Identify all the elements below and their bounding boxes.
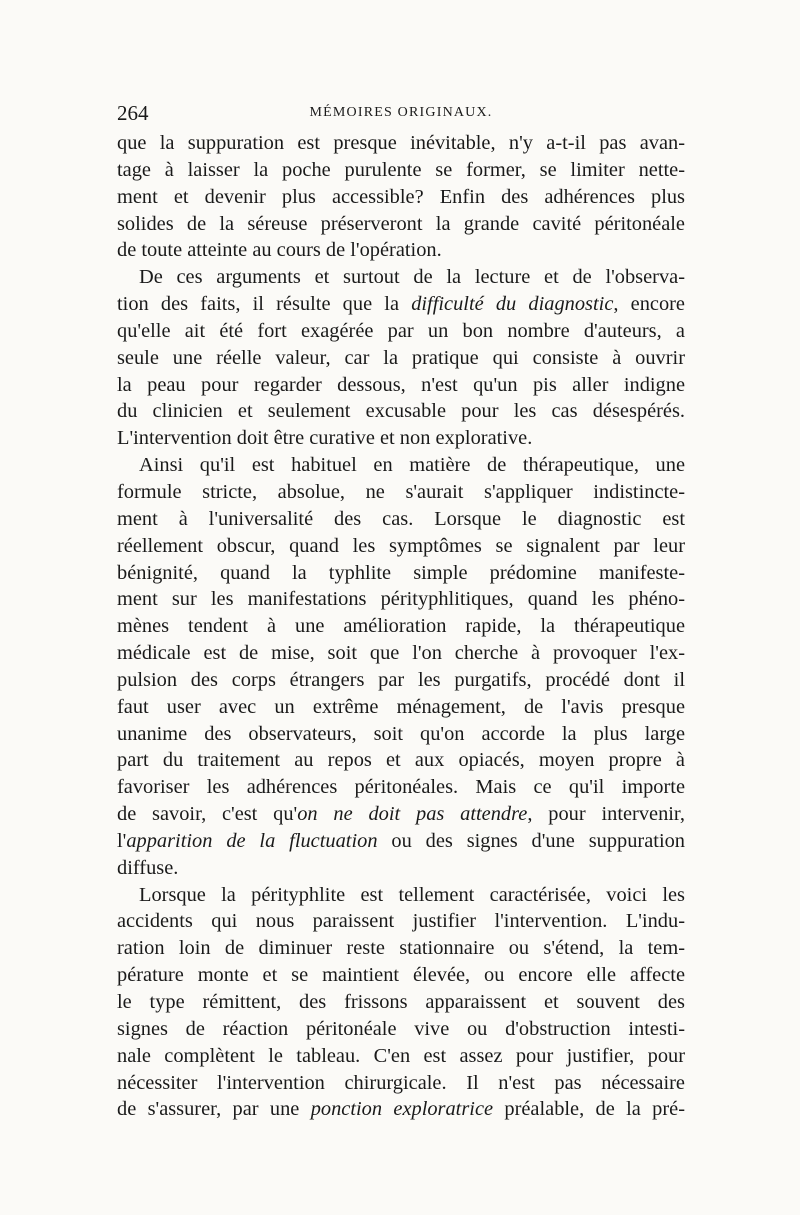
text-line: pérature monte et se maintient élevée, ou encore elle affecte <box>117 964 685 987</box>
text-segment: de s'assurer, par une <box>117 1098 311 1121</box>
text-line: pulsion des corps étrangers par les purgatifs, procédé dont il <box>117 668 685 691</box>
running-title: MÉMOIRES ORIGINAUX. <box>309 105 493 120</box>
running-header <box>117 98 685 128</box>
text-line <box>117 291 685 318</box>
text-line: ment et devenir plus accessible? Enfin des adhérences plus <box>117 185 685 208</box>
text-line: ment sur les manifestations pérityphlitiques, quand les phéno- <box>117 588 685 611</box>
italic-phrase: on ne doit pas attendre <box>297 803 528 826</box>
text-line: ment à l'universalité des cas. Lorsque le diagnostic est <box>117 507 685 530</box>
text-segment: préalable, de la pré- <box>493 1098 685 1121</box>
text-line: signes de réaction péritonéale vive ou d'obstruction intesti- <box>117 1017 685 1040</box>
text-line <box>117 801 685 828</box>
text-line: accidents qui nous paraissent justifier l'intervention. L'indu- <box>117 910 685 933</box>
text-line: L'intervention doit être curative et non explorative. <box>117 427 533 450</box>
italic-phrase: apparition de la fluctuation <box>126 829 378 852</box>
text-line: la peau pour regarder dessous, n'est qu'un pis aller indigne <box>117 373 685 396</box>
text-segment: ou des signes d'une suppuration <box>377 829 685 852</box>
text-line: diffuse. <box>117 856 179 879</box>
text-line: que la suppuration est presque inévitable, n'y a-t-il pas avan- <box>117 132 685 154</box>
text-segment: tion des faits, il résulte que la <box>117 293 412 316</box>
text-line <box>117 828 685 855</box>
text-line: Lorsque la pérityphlite est tellement caractérisée, voici les <box>139 883 685 906</box>
text-segment: l' <box>117 829 127 852</box>
italic-phrase: difficulté du diagnostic <box>411 293 614 316</box>
text-segment: , pour intervenir, <box>527 803 685 826</box>
text-line: Ainsi qu'il est habituel en matière de thérapeutique, une <box>139 454 685 477</box>
text-line: ration loin de diminuer reste stationnaire ou s'étend, la tem- <box>117 937 685 960</box>
text-line: le type rémittent, des frissons apparaissent et souvent des <box>117 991 685 1013</box>
text-line: du clinicien et seulement excusable pour les cas désespérés. <box>117 400 685 423</box>
text-line: de toute atteinte au cours de l'opération. <box>117 239 442 262</box>
body-text <box>117 130 685 1123</box>
text-line: bénignité, quand la typhlite simple prédomine manifeste- <box>117 561 685 584</box>
text-line: nécessiter l'intervention chirurgicale. Il n'est pas nécessaire <box>117 1071 685 1094</box>
text-line: réellement obscur, quand les symptômes se signalent par leur <box>117 534 685 557</box>
text-line: part du traitement au repos et aux opiacés, moyen propre à <box>117 749 685 772</box>
text-line: mènes tendent à une amélioration rapide, la thérapeutique <box>117 615 685 638</box>
text-line: De ces arguments et surtout de la lecture et de l'observa- <box>139 266 685 289</box>
text-line: nale complètent le tableau. C'en est assez pour justifier, pour <box>117 1044 685 1067</box>
text-segment: de savoir, c'est qu' <box>117 803 298 826</box>
text-line: qu'elle ait été fort exagérée par un bon nombre d'auteurs, a <box>117 319 685 342</box>
text-line: faut user avec un extrême ménagement, de l'avis presque <box>117 695 685 718</box>
text-line: solides de la séreuse préserveront la grande cavité péritonéale <box>117 212 685 235</box>
page-number: 264 <box>117 101 149 125</box>
text-line: tage à laisser la poche purulente se former, se limiter nette- <box>117 158 685 181</box>
text-line: formule stricte, absolue, ne s'aurait s'appliquer indistincte- <box>117 480 685 503</box>
text-line: médicale est de mise, soit que l'on cherche à provoquer l'ex- <box>117 642 685 665</box>
text-line: unanime des observateurs, soit qu'on accorde la plus large <box>117 722 685 745</box>
text-line: favoriser les adhérences péritonéales. Mais ce qu'il importe <box>117 776 685 799</box>
text-segment: , encore <box>613 293 685 316</box>
text-line: seule une réelle valeur, car la pratique qui consiste à ouvrir <box>117 346 685 369</box>
italic-phrase: ponction exploratrice <box>310 1098 494 1121</box>
text-line <box>117 1096 685 1123</box>
